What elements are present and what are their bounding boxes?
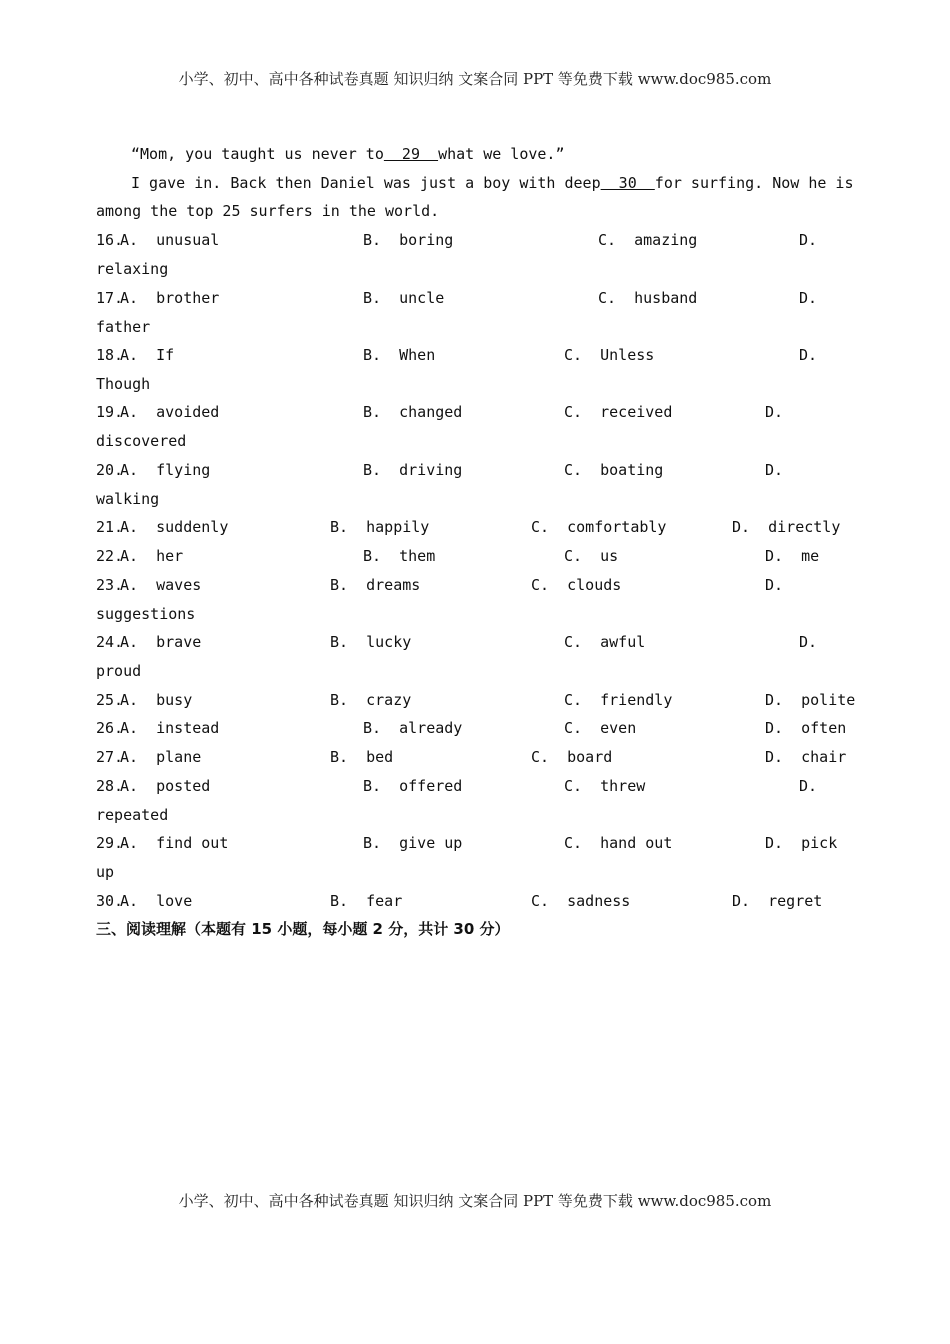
question-number: 23. [96, 576, 124, 594]
question-number: 24. [96, 633, 124, 651]
question-number: 19. [96, 403, 124, 421]
option-d-wrapped-text: father [96, 318, 151, 336]
option-d: D. regret [732, 892, 823, 910]
section-heading: 三、阅读理解（本题有 15 小题，每小题 2 分，共计 30 分） [96, 920, 510, 938]
option-c: C. clouds [531, 576, 622, 594]
question-number: 18. [96, 346, 124, 364]
option-d-wrapped-text: discovered [96, 432, 187, 450]
option-a: A. unusual [120, 231, 220, 249]
option-d: D. me [765, 547, 820, 565]
question-number: 21. [96, 518, 124, 536]
page-footer: 小学、初中、高中各种试卷真题 知识归纳 文案合同 PPT 等免费下载 www.doc985.com [178, 1192, 772, 1210]
option-b: B. When [363, 346, 436, 364]
option-b: B. bed [330, 748, 394, 766]
option-b: B. already [363, 719, 463, 737]
passage-text: I gave in. Back then Daniel was just a boy with deep [131, 174, 601, 192]
option-a: A. posted [120, 777, 211, 795]
passage-line-2 [131, 172, 853, 194]
question-number: 16. [96, 231, 124, 249]
option-c: C. friendly [564, 691, 673, 709]
option-d: D. [765, 461, 784, 479]
option-d: D. [765, 403, 784, 421]
option-d-wrapped-text: suggestions [96, 605, 196, 623]
question-number: 28. [96, 777, 124, 795]
blank-29: 29 [383, 145, 439, 163]
option-c: C. boating [564, 461, 664, 479]
option-d: D. [799, 346, 818, 364]
option-a: A. suddenly [120, 518, 229, 536]
option-a: A. love [120, 892, 193, 910]
option-c: C. Unless [564, 346, 655, 364]
option-b: B. uncle [363, 289, 445, 307]
passage-text: what we love.” [438, 145, 565, 163]
option-d: D. [799, 777, 818, 795]
passage-text: for surfing. Now he is [654, 174, 854, 192]
option-a: A. brother [120, 289, 220, 307]
question-number: 17. [96, 289, 124, 307]
option-b: B. them [363, 547, 436, 565]
option-b: B. driving [363, 461, 463, 479]
option-d-wrapped-text: relaxing [96, 260, 169, 278]
option-a: A. plane [120, 748, 202, 766]
option-a: A. avoided [120, 403, 220, 421]
passage-line-1 [131, 143, 565, 165]
option-d-wrapped-text: repeated [96, 806, 169, 824]
option-d: D. pick [765, 834, 838, 852]
option-a: A. flying [120, 461, 211, 479]
option-c: C. hand out [564, 834, 673, 852]
option-a: A. If [120, 346, 175, 364]
page-header: 小学、初中、高中各种试卷真题 知识归纳 文案合同 PPT 等免费下载 www.doc985.com [178, 70, 772, 88]
question-number: 26. [96, 719, 124, 737]
option-d: D. chair [765, 748, 847, 766]
option-d: D. polite [765, 691, 856, 709]
option-d: D. [765, 576, 784, 594]
passage-line-3: among the top 25 surfers in the world. [96, 202, 440, 220]
option-a: A. busy [120, 691, 193, 709]
blank-30: 30 [600, 174, 655, 192]
option-c: C. awful [564, 633, 646, 651]
option-b: B. give up [363, 834, 463, 852]
option-b: B. boring [363, 231, 454, 249]
option-d: D. [799, 633, 818, 651]
option-b: B. changed [363, 403, 463, 421]
question-number: 22. [96, 547, 124, 565]
option-d: D. directly [732, 518, 841, 536]
option-d-wrapped-text: Though [96, 375, 151, 393]
option-c: C. comfortably [531, 518, 667, 536]
option-a: A. instead [120, 719, 220, 737]
option-c: C. us [564, 547, 619, 565]
option-b: B. happily [330, 518, 430, 536]
option-c: C. board [531, 748, 613, 766]
question-number: 30. [96, 892, 124, 910]
option-b: B. fear [330, 892, 403, 910]
passage-text: “Mom, you taught us never to [131, 145, 384, 163]
option-c: C. sadness [531, 892, 631, 910]
option-a: A. find out [120, 834, 229, 852]
option-d-wrapped-text: proud [96, 662, 142, 680]
option-a: A. her [120, 547, 184, 565]
question-number: 27. [96, 748, 124, 766]
question-number: 25. [96, 691, 124, 709]
option-d: D. [799, 289, 818, 307]
option-d: D. often [765, 719, 847, 737]
option-c: C. threw [564, 777, 646, 795]
question-number: 20. [96, 461, 124, 479]
option-c: C. amazing [598, 231, 698, 249]
option-b: B. lucky [330, 633, 412, 651]
option-a: A. waves [120, 576, 202, 594]
option-d-wrapped-text: walking [96, 490, 160, 508]
option-b: B. offered [363, 777, 463, 795]
question-number: 29. [96, 834, 124, 852]
option-c: C. received [564, 403, 673, 421]
option-d-wrapped-text: up [96, 863, 115, 881]
option-b: B. crazy [330, 691, 412, 709]
option-c: C. husband [598, 289, 698, 307]
option-c: C. even [564, 719, 637, 737]
option-d: D. [799, 231, 818, 249]
option-b: B. dreams [330, 576, 421, 594]
option-a: A. brave [120, 633, 202, 651]
